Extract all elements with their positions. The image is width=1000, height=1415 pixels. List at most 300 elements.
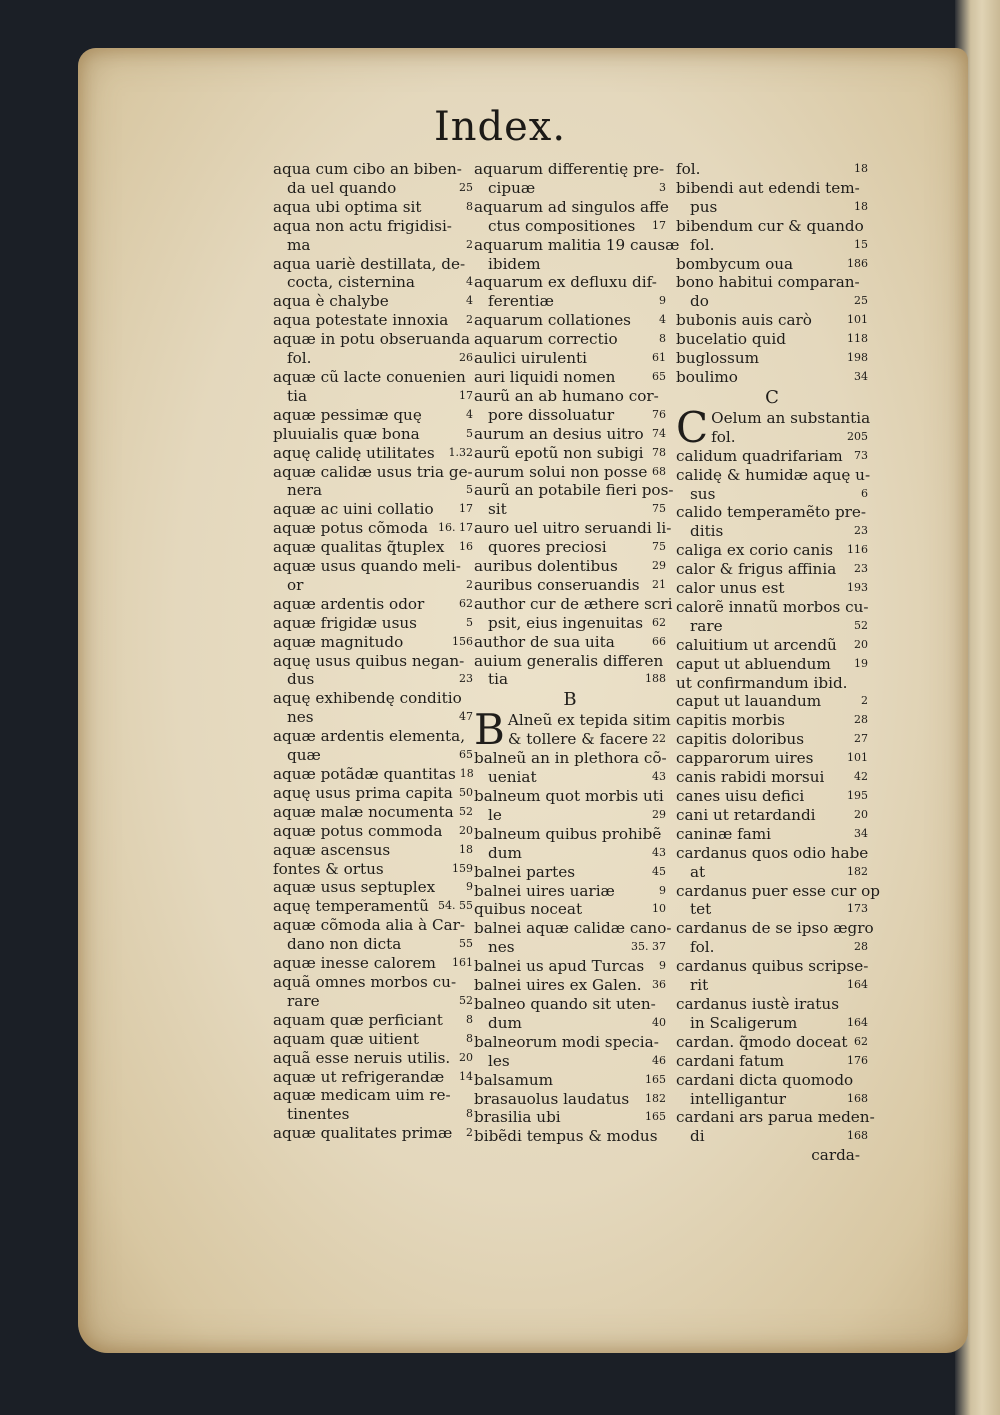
page-number: 173 bbox=[847, 902, 868, 916]
entry-text: tia bbox=[287, 386, 308, 405]
page-number: 168 bbox=[847, 1129, 868, 1143]
page-number: 55 bbox=[459, 937, 473, 951]
entry-text: canis rabidi morsui bbox=[676, 768, 825, 787]
entry-text: balnei partes bbox=[474, 862, 576, 881]
index-entry bbox=[273, 1030, 473, 1049]
page-number: 43 bbox=[652, 770, 666, 784]
index-entry bbox=[474, 749, 666, 787]
page-number: 164 bbox=[847, 1015, 868, 1029]
entry-text: aqua è chalybe bbox=[273, 292, 389, 311]
entry-text: bubonis auis carò bbox=[676, 311, 812, 330]
entry-text: aquarum differentię pre- bbox=[474, 160, 665, 178]
index-entry bbox=[273, 519, 473, 538]
page-number: 45 bbox=[652, 864, 666, 878]
entry-text: fontes & ortus bbox=[273, 859, 384, 878]
index-entry bbox=[676, 844, 868, 882]
index-entry bbox=[273, 784, 473, 803]
entry-text: balneũ an in plethora cõ- bbox=[474, 749, 667, 768]
catchword: carda- bbox=[811, 1146, 860, 1165]
index-entry bbox=[474, 825, 666, 863]
entry-text: aquã omnes morbos cu- bbox=[273, 972, 457, 991]
entry-text: fol. bbox=[690, 235, 715, 254]
entry-text: aquæ usus quando meli- bbox=[273, 557, 461, 576]
index-entry bbox=[273, 198, 473, 217]
entry-text: nes bbox=[488, 938, 515, 957]
page-number: 15 bbox=[854, 237, 868, 251]
entry-text: aquæ cõmoda alia à Car- bbox=[273, 916, 466, 935]
entry-text: calido temperamẽto pre- bbox=[676, 503, 867, 522]
page-number: 16. 17 bbox=[438, 521, 473, 535]
page-number: 17 bbox=[459, 388, 473, 402]
entry-text: aquæ qualitas q̃tuplex bbox=[273, 538, 445, 557]
entry-text: cardanus quos odio habe bbox=[676, 843, 869, 862]
page-number: 176 bbox=[847, 1053, 868, 1067]
page-number: 17 bbox=[459, 502, 473, 516]
index-entry bbox=[474, 311, 666, 330]
index-entry bbox=[676, 598, 868, 636]
entry-text: ibidem bbox=[488, 254, 541, 273]
entry-text: tet bbox=[690, 900, 712, 919]
entry-text: aquæ ardentis elementa, bbox=[273, 727, 466, 746]
page-number: 9 bbox=[659, 294, 666, 308]
page-number: 205 bbox=[847, 429, 868, 443]
entry-text: aquæ medicam uim re- bbox=[273, 1086, 451, 1105]
entry-text: balneum quot morbis uti bbox=[474, 787, 664, 805]
entry-text: aquæ ascensus bbox=[273, 840, 391, 859]
page-number: 47 bbox=[459, 710, 473, 724]
entry-text: aquarum ex defluxu dif- bbox=[474, 273, 657, 292]
entry-text: ma bbox=[287, 235, 311, 254]
entry-text: dano non dicta bbox=[287, 935, 402, 954]
entry-text: quibus noceat bbox=[474, 900, 583, 919]
entry-text: aquę calidę utilitates bbox=[273, 443, 435, 462]
entry-text: psit, eius ingenuitas bbox=[488, 613, 644, 632]
entry-text: aquę exhibendę conditio bbox=[273, 689, 462, 708]
entry-text: balnei us apud Turcas bbox=[474, 957, 645, 976]
index-entry bbox=[676, 465, 871, 504]
entry-text: aquę temperamentũ bbox=[273, 897, 429, 916]
page-number: 61 bbox=[652, 351, 666, 365]
entry-text: cardani ars parua meden- bbox=[676, 1108, 875, 1127]
index-entry bbox=[273, 841, 473, 860]
entry-text: bibẽdi tempus & modus bbox=[474, 1127, 658, 1146]
index-column-2 bbox=[474, 160, 680, 1146]
index-entry bbox=[474, 1108, 666, 1127]
page-number: 75 bbox=[652, 502, 666, 516]
page-number: 2 bbox=[466, 1126, 473, 1140]
entry-text: bibendum cur & quando bbox=[676, 216, 864, 235]
page-number: 18 bbox=[854, 199, 868, 213]
entry-text: di bbox=[690, 1127, 705, 1146]
page-number: 168 bbox=[847, 1091, 868, 1105]
index-entry bbox=[273, 217, 473, 255]
index-entry bbox=[273, 255, 473, 293]
index-entry bbox=[474, 481, 674, 519]
index-entry bbox=[676, 806, 868, 825]
entry-text: aquæ inesse calorem bbox=[273, 954, 436, 973]
entry-text: cardanus puer esse cur op bbox=[676, 881, 880, 900]
entry-text: cardani dicta quomodo bbox=[676, 1070, 854, 1089]
page-number: 2 bbox=[861, 694, 868, 708]
page-number: 62 bbox=[854, 1034, 868, 1048]
page-number: 25 bbox=[854, 294, 868, 308]
entry-text: do bbox=[690, 292, 709, 311]
page-number: 52 bbox=[459, 993, 473, 1007]
page-number: 186 bbox=[847, 256, 868, 270]
page-number: 5 bbox=[466, 615, 473, 629]
entry-text: aquæ potus commoda bbox=[273, 821, 443, 840]
entry-text: ut confirmandum ibid. bbox=[676, 673, 848, 692]
entry-text: dus bbox=[287, 670, 315, 689]
page-number: 2 bbox=[466, 313, 473, 327]
page-number: 29 bbox=[652, 807, 666, 821]
entry-text: brasilia ubi bbox=[474, 1108, 561, 1127]
entry-text: les bbox=[488, 1051, 510, 1070]
index-entry bbox=[676, 692, 868, 711]
index-entry bbox=[676, 503, 868, 541]
entry-text: in Scaligerum bbox=[690, 1013, 798, 1032]
index-entry bbox=[474, 919, 672, 957]
entry-text: fol. bbox=[690, 938, 715, 957]
index-entry bbox=[474, 995, 666, 1033]
entry-text: sus bbox=[690, 484, 716, 503]
entry-text: ditis bbox=[690, 522, 724, 541]
entry-text: cardanus iustè iratus bbox=[676, 994, 839, 1013]
page-number: 164 bbox=[847, 978, 868, 992]
page-number: 101 bbox=[847, 751, 868, 765]
page-number: 2 bbox=[466, 577, 473, 591]
entry-text: aqua potestate innoxia bbox=[273, 311, 449, 330]
index-entry bbox=[273, 916, 473, 954]
index-entry bbox=[676, 1108, 875, 1146]
index-entry bbox=[676, 674, 868, 693]
index-entry bbox=[676, 311, 868, 330]
page-number: 23 bbox=[459, 672, 473, 686]
page-number: 188 bbox=[645, 672, 666, 686]
page-number: 19 bbox=[854, 656, 868, 670]
index-entry bbox=[474, 330, 666, 349]
entry-text: author cur de æthere scri bbox=[474, 594, 673, 613]
entry-text: aquæ calidæ usus tria ge- bbox=[273, 462, 473, 481]
page-number: 65 bbox=[652, 369, 666, 383]
entry-text: cardan. q̃modo doceat bbox=[676, 1032, 848, 1051]
index-entry bbox=[474, 349, 666, 368]
index-entry bbox=[676, 730, 868, 749]
page-number: 23 bbox=[854, 562, 868, 576]
index-entry bbox=[273, 1011, 473, 1030]
entry-text: auro uel uitro seruandi li- bbox=[474, 519, 672, 538]
page-number: 34 bbox=[854, 369, 868, 383]
page-number: 25 bbox=[459, 180, 473, 194]
index-entry bbox=[273, 368, 473, 406]
index-entry bbox=[273, 1068, 473, 1087]
index-column-3 bbox=[676, 160, 880, 1165]
index-entry bbox=[676, 273, 868, 311]
index-entry bbox=[474, 273, 666, 311]
index-entry bbox=[273, 897, 473, 916]
index-entry bbox=[676, 995, 868, 1033]
entry-text: aurũ an potabile fieri pos- bbox=[474, 481, 674, 500]
entry-text: capitis morbis bbox=[676, 711, 785, 730]
page-number: 17 bbox=[652, 218, 666, 232]
page-number: 40 bbox=[652, 1015, 666, 1029]
index-entry bbox=[676, 447, 868, 466]
index-entry bbox=[676, 349, 868, 368]
page-number: 18 bbox=[459, 767, 474, 780]
page-number: 62 bbox=[459, 596, 473, 610]
entry-text: aquæ pessimæ quę bbox=[273, 405, 422, 424]
entry-text: capparorum uires bbox=[676, 749, 814, 768]
entry-text: balnei aquæ calidæ cano- bbox=[474, 919, 672, 938]
entry-text: caput ut abluendum bbox=[676, 654, 831, 673]
entry-text: tia bbox=[488, 670, 509, 689]
index-entry bbox=[273, 500, 473, 519]
entry-text: cocta, cisternina bbox=[287, 273, 415, 292]
page-number: 8 bbox=[466, 1107, 473, 1121]
index-entry bbox=[474, 957, 666, 976]
entry-text: aqua ubi optima sit bbox=[273, 197, 422, 216]
entry-text: at bbox=[690, 862, 706, 881]
index-entry bbox=[273, 1049, 473, 1068]
entry-text: Oelum an substantia bbox=[711, 408, 871, 427]
index-entry bbox=[474, 160, 666, 198]
index-entry bbox=[676, 655, 868, 674]
index-entry bbox=[474, 1071, 666, 1090]
index-entry bbox=[676, 1033, 868, 1052]
index-entry bbox=[676, 768, 868, 787]
entry-text: le bbox=[488, 805, 502, 824]
index-entry bbox=[676, 957, 868, 995]
index-entry bbox=[474, 1033, 666, 1071]
entry-text: aurũ an ab humano cor- bbox=[474, 386, 659, 405]
index-entry bbox=[273, 463, 473, 501]
page-number: 8 bbox=[466, 1012, 473, 1026]
index-entry bbox=[474, 387, 666, 425]
entry-text: fol. bbox=[711, 427, 736, 446]
page-number: 182 bbox=[847, 864, 868, 878]
page-number: 66 bbox=[652, 634, 666, 648]
page-number: 195 bbox=[847, 789, 868, 802]
dropcap-entry bbox=[474, 705, 671, 755]
entry-text: cani ut retardandi bbox=[676, 805, 816, 824]
index-entry bbox=[676, 711, 868, 730]
page-number: 165 bbox=[645, 1072, 666, 1086]
entry-text: balnei uires uariæ bbox=[474, 881, 615, 900]
entry-text: caninæ fami bbox=[676, 824, 772, 843]
index-entry bbox=[474, 863, 666, 882]
entry-text: aquam quæ perficiant bbox=[273, 1010, 443, 1029]
page-number: 52 bbox=[459, 804, 473, 818]
index-entry bbox=[474, 900, 666, 919]
index-entry bbox=[474, 594, 673, 633]
index-entry bbox=[273, 803, 473, 822]
entry-text: aquarum ad singulos affe bbox=[474, 197, 669, 216]
index-entry bbox=[474, 368, 666, 387]
entry-text: aquæ malæ nocumenta bbox=[273, 802, 454, 821]
page-number: 1.32 bbox=[448, 445, 473, 459]
page-number: 4 bbox=[659, 313, 666, 327]
entry-text: aquarum collationes bbox=[474, 311, 631, 330]
entry-text: balnei uires ex Galen. bbox=[474, 976, 642, 995]
page-number: 50 bbox=[459, 785, 473, 799]
entry-text: aquę usus quibus negan- bbox=[273, 651, 465, 670]
index-entry bbox=[273, 444, 473, 463]
index-entry bbox=[676, 330, 868, 349]
page-number: 28 bbox=[854, 713, 868, 727]
page-number: 165 bbox=[645, 1110, 666, 1124]
index-entry bbox=[474, 444, 666, 463]
entry-text: pluuialis quæ bona bbox=[273, 424, 420, 443]
index-entry bbox=[273, 727, 473, 765]
index-entry bbox=[273, 633, 473, 652]
entry-text: auri liquidi nomen bbox=[474, 367, 616, 386]
page-number: 8 bbox=[659, 332, 666, 346]
index-entry bbox=[273, 1086, 473, 1124]
entry-text: aquæ usus septuplex bbox=[273, 878, 436, 897]
page-number: 27 bbox=[854, 732, 868, 746]
entry-text: balneo quando sit uten- bbox=[474, 994, 656, 1013]
page-number: 8 bbox=[466, 199, 473, 213]
page-number: 182 bbox=[645, 1091, 666, 1105]
index-entry bbox=[474, 976, 666, 995]
page-number: 74 bbox=[652, 426, 666, 440]
entry-text: quores preciosi bbox=[488, 538, 607, 557]
index-entry bbox=[273, 652, 473, 690]
entry-text: capitis doloribus bbox=[676, 730, 805, 749]
entry-text: fol. bbox=[287, 349, 312, 368]
entry-text: canes uisu defici bbox=[676, 787, 805, 805]
index-entry bbox=[273, 311, 473, 330]
page-number: 8 bbox=[466, 1031, 473, 1045]
entry-text: aqua non actu frigidisi- bbox=[273, 216, 452, 235]
entry-text: bucelatio quid bbox=[676, 330, 786, 349]
entry-text: balsamum bbox=[474, 1070, 554, 1089]
page-number: 28 bbox=[854, 940, 868, 954]
index-entry bbox=[676, 368, 868, 387]
page-number: 5 bbox=[466, 483, 473, 497]
page-number: 5 bbox=[466, 426, 473, 440]
entry-text: cipuæ bbox=[488, 178, 536, 197]
index-entry bbox=[676, 217, 868, 255]
entry-text: aquæ potãdæ quantitas bbox=[273, 765, 456, 783]
entry-text: aquæ ut refrigerandæ bbox=[273, 1067, 445, 1086]
entry-text: cardanus de se ipso ægro bbox=[676, 919, 874, 938]
index-entry bbox=[474, 633, 666, 652]
index-entry bbox=[676, 1071, 868, 1109]
page-number: 62 bbox=[652, 615, 666, 629]
page-number: 3 bbox=[659, 180, 666, 194]
entry-text: fol. bbox=[676, 160, 701, 178]
index-entry bbox=[273, 538, 473, 557]
index-entry bbox=[676, 881, 880, 920]
page-number: 116 bbox=[847, 543, 868, 557]
page-number: 20 bbox=[459, 1050, 473, 1064]
entry-text: aurũ epotũ non subigi bbox=[474, 443, 644, 462]
index-entry bbox=[273, 822, 473, 841]
entry-text: caluitium ut arcendũ bbox=[676, 635, 837, 654]
entry-text: dum bbox=[488, 1013, 522, 1032]
page-number: 156 bbox=[452, 634, 473, 648]
entry-text: brasauolus laudatus bbox=[474, 1089, 630, 1108]
page-number: 43 bbox=[652, 845, 666, 859]
page-number: 10 bbox=[652, 902, 666, 916]
index-entry bbox=[474, 1127, 666, 1146]
index-entry bbox=[676, 255, 868, 274]
entry-text: aquæ qualitates primæ bbox=[273, 1124, 453, 1143]
index-entry bbox=[474, 787, 666, 825]
entry-text: caliga ex corio canis bbox=[676, 541, 833, 560]
page-number: 29 bbox=[652, 559, 666, 573]
entry-text: calidę & humidæ aquę u- bbox=[676, 465, 871, 484]
index-entry bbox=[676, 541, 868, 560]
index-entry bbox=[273, 860, 473, 879]
page-number: 101 bbox=[847, 313, 868, 327]
page-number: 193 bbox=[847, 581, 868, 595]
page-number: 46 bbox=[652, 1053, 666, 1067]
page-number: 198 bbox=[847, 351, 868, 365]
page-number: 4 bbox=[466, 275, 473, 289]
page-number: 14 bbox=[459, 1069, 473, 1083]
entry-text: intelligantur bbox=[690, 1089, 787, 1108]
entry-text: rit bbox=[690, 976, 709, 995]
entry-text: aurum solui non posse bbox=[474, 462, 648, 481]
entry-text: balneum quibus prohibẽ bbox=[474, 824, 662, 843]
index-entry bbox=[474, 576, 666, 595]
index-entry bbox=[474, 557, 666, 576]
index-entry bbox=[273, 595, 473, 614]
index-entry bbox=[273, 330, 473, 368]
page-number: 9 bbox=[659, 883, 666, 897]
page-number: 20 bbox=[459, 823, 473, 837]
page-number: 26 bbox=[459, 351, 473, 365]
page-number: 73 bbox=[854, 448, 868, 462]
entry-text: aquæ in potu obseruanda bbox=[273, 330, 471, 349]
page-number: 16 bbox=[459, 540, 473, 554]
entry-text: auribus dolentibus bbox=[474, 557, 618, 576]
page-number: 4 bbox=[466, 294, 473, 308]
entry-text: bono habitui comparan- bbox=[676, 273, 860, 292]
page-number: 52 bbox=[854, 618, 868, 632]
index-entry bbox=[676, 636, 868, 655]
entry-text: Alneũ ex tepida sitim bbox=[507, 711, 671, 730]
entry-text: dum bbox=[488, 843, 522, 862]
entry-text: sit bbox=[488, 500, 507, 519]
entry-text: aurum an desius uitro bbox=[474, 424, 644, 443]
entry-text: aquæ magnitudo bbox=[273, 632, 404, 651]
entry-text: aquæ ardentis odor bbox=[273, 594, 425, 613]
index-entry bbox=[474, 425, 666, 444]
entry-text: calorẽ innatũ morbos cu- bbox=[676, 597, 869, 616]
page-number: 21 bbox=[652, 577, 666, 591]
entry-text: ferentiæ bbox=[488, 292, 554, 311]
index-entry bbox=[273, 765, 473, 784]
entry-text: buglossum bbox=[676, 349, 759, 368]
entry-text: aquarum correctio bbox=[474, 330, 618, 349]
index-entry bbox=[474, 235, 680, 274]
index-entry bbox=[474, 1090, 666, 1109]
entry-text: ueniat bbox=[488, 768, 537, 787]
page-number: 4 bbox=[466, 407, 473, 421]
entry-text: aquæ frigidæ usus bbox=[273, 613, 417, 632]
entry-text: rare bbox=[690, 616, 723, 635]
entry-text: aulici uirulenti bbox=[474, 349, 588, 368]
page-number: 76 bbox=[652, 407, 666, 421]
index-entry bbox=[273, 878, 473, 897]
entry-text: aquarum malitia 19 causæ bbox=[474, 235, 680, 254]
entry-text: calidum quadrifariam bbox=[676, 446, 843, 465]
index-entry bbox=[474, 519, 672, 557]
page-number: 6 bbox=[861, 486, 868, 500]
